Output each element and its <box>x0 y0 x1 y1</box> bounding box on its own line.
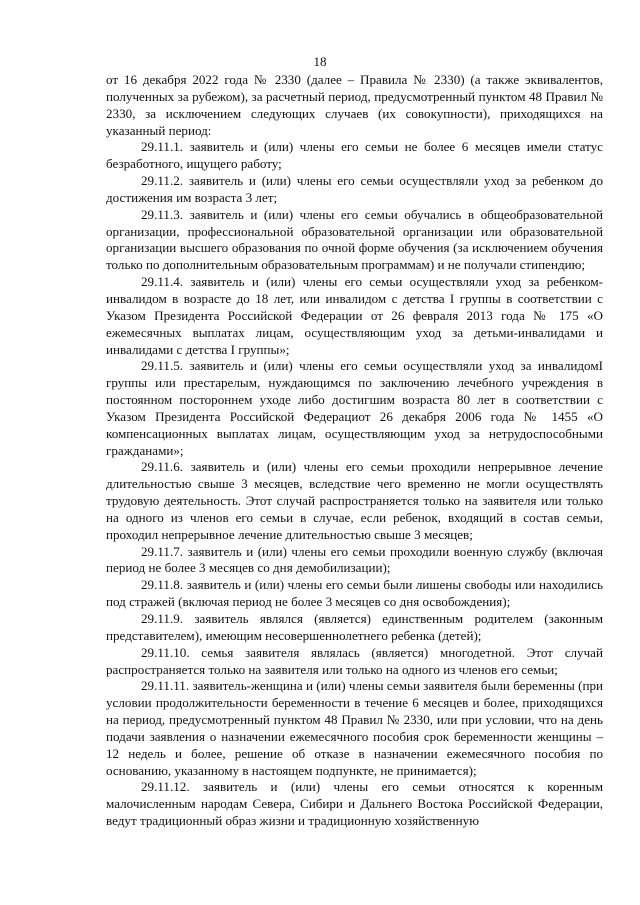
paragraph-29-11-7: 29.11.7. заявитель и (или) члены его семьи проходили военную службу (включая период не более 3 месяцев со дня демобилизации); <box>106 543 603 576</box>
paragraph-29-11-10: 29.11.10. семья заявителя являлась (является) многодетной. Этот случай распространяется только на заявителя или только на одного из членов его семьи; <box>106 644 603 677</box>
paragraph-29-11-2: 29.11.2. заявитель и (или) члены его семьи осуществляли уход за ребенком до достижения им возраста 3 лет; <box>106 173 603 205</box>
paragraph-continuation: от 16 декабря 2022 года № 2330 (далее – Правила № 2330) (а также эквивалентов, полученных за рубежом), за расчетный период, предусмотренный пунктом 48 Правил № 2330, за исключением следующих случаев (их совокупности), приходящихся на указанный период: <box>106 72 603 138</box>
paragraph-29-11-3: 29.11.3. заявитель и (или) члены его семьи обучались в общеобразовательной организации, профессиональной образовательной организации или образовательной организации высшего образования по очной форме обучения (за исключением обучения только по дополнительным образовательным программам) и не получали стипендию; <box>106 206 603 273</box>
paragraph-29-11-4: 29.11.4. заявитель и (или) члены его семьи осуществляли уход за ребенком-инвалидом в возрасте до 18 лет, или инвалидом с детства I группы в соответствии с Указом Президента Российской Федерации от 26 февраля 2013 года № 175 «О ежемесячных выплатах лицам, осуществляющим уход за детьми-инвалидами и инвалидами с детства I группы»; <box>106 274 603 357</box>
paragraph-29-11-1: 29.11.1. заявитель и (или) члены его семьи не более 6 месяцев имели статус безработного, ищущего работу; <box>106 139 603 172</box>
paragraph-29-11-8: 29.11.8. заявитель и (или) члены его семьи были лишены свободы или находились под стражей (включая период не более 3 месяцев со дня освобождения); <box>106 577 603 610</box>
paragraph-29-11-6: 29.11.6. заявитель и (или) члены его семьи проходили непрерывное лечение длительностью свыше 3 месяцев, вследствие чего временно не могли осуществлять трудовую деятельность. Этот случай распространяется только на заявителя или только на одного из членов его семьи в случае, если ребенок, входящий в состав семьи, проходил непрерывное лечение длительностью свыше 3 месяцев; <box>106 459 603 542</box>
page-number: 18 <box>313 54 327 69</box>
paragraph-29-11-12: 29.11.12. заявитель и (или) члены его семьи относятся к коренным малочисленным народам Севера, Сибири и Дальнего Востока Российской Федерации, ведут традиционный образ жизни и традиционную хозяйственную <box>106 779 603 829</box>
document-body <box>106 72 603 830</box>
paragraph-29-11-11: 29.11.11. заявитель-женщина и (или) члены семьи заявителя были беременны (при условии продолжительности беременности в течение 6 месяцев и более, приходящихся на период, предусмотренный пунктом 48 Правил № 2330, или при условии, что на день подачи заявления о назначении ежемесячного пособия срок беременности женщины – 12 недель и более, решение об отказе в назначении ежемесячного пособия по основанию, указанному в настоящем подпункте, не принимается); <box>106 678 603 778</box>
paragraph-29-11-5: 29.11.5. заявитель и (или) члены его семьи осуществляли уход за инвалидомI группы или престарелым, нуждающимся по заключению лечебного учреждения в постоянном постороннем уходе либо достигшим возраста 80 лет в соответствии с Указом Президента Российской Федерациот 26 декабря 2006 года № 1455 «О компенсационных выплатах лицам, осуществляющим уход за нетрудоспособными гражданами»; <box>106 358 603 458</box>
paragraph-29-11-9: 29.11.9. заявитель являлся (является) единственным родителем (законным представителем), имеющим несовершеннолетнего ребенка (детей); <box>106 611 603 643</box>
